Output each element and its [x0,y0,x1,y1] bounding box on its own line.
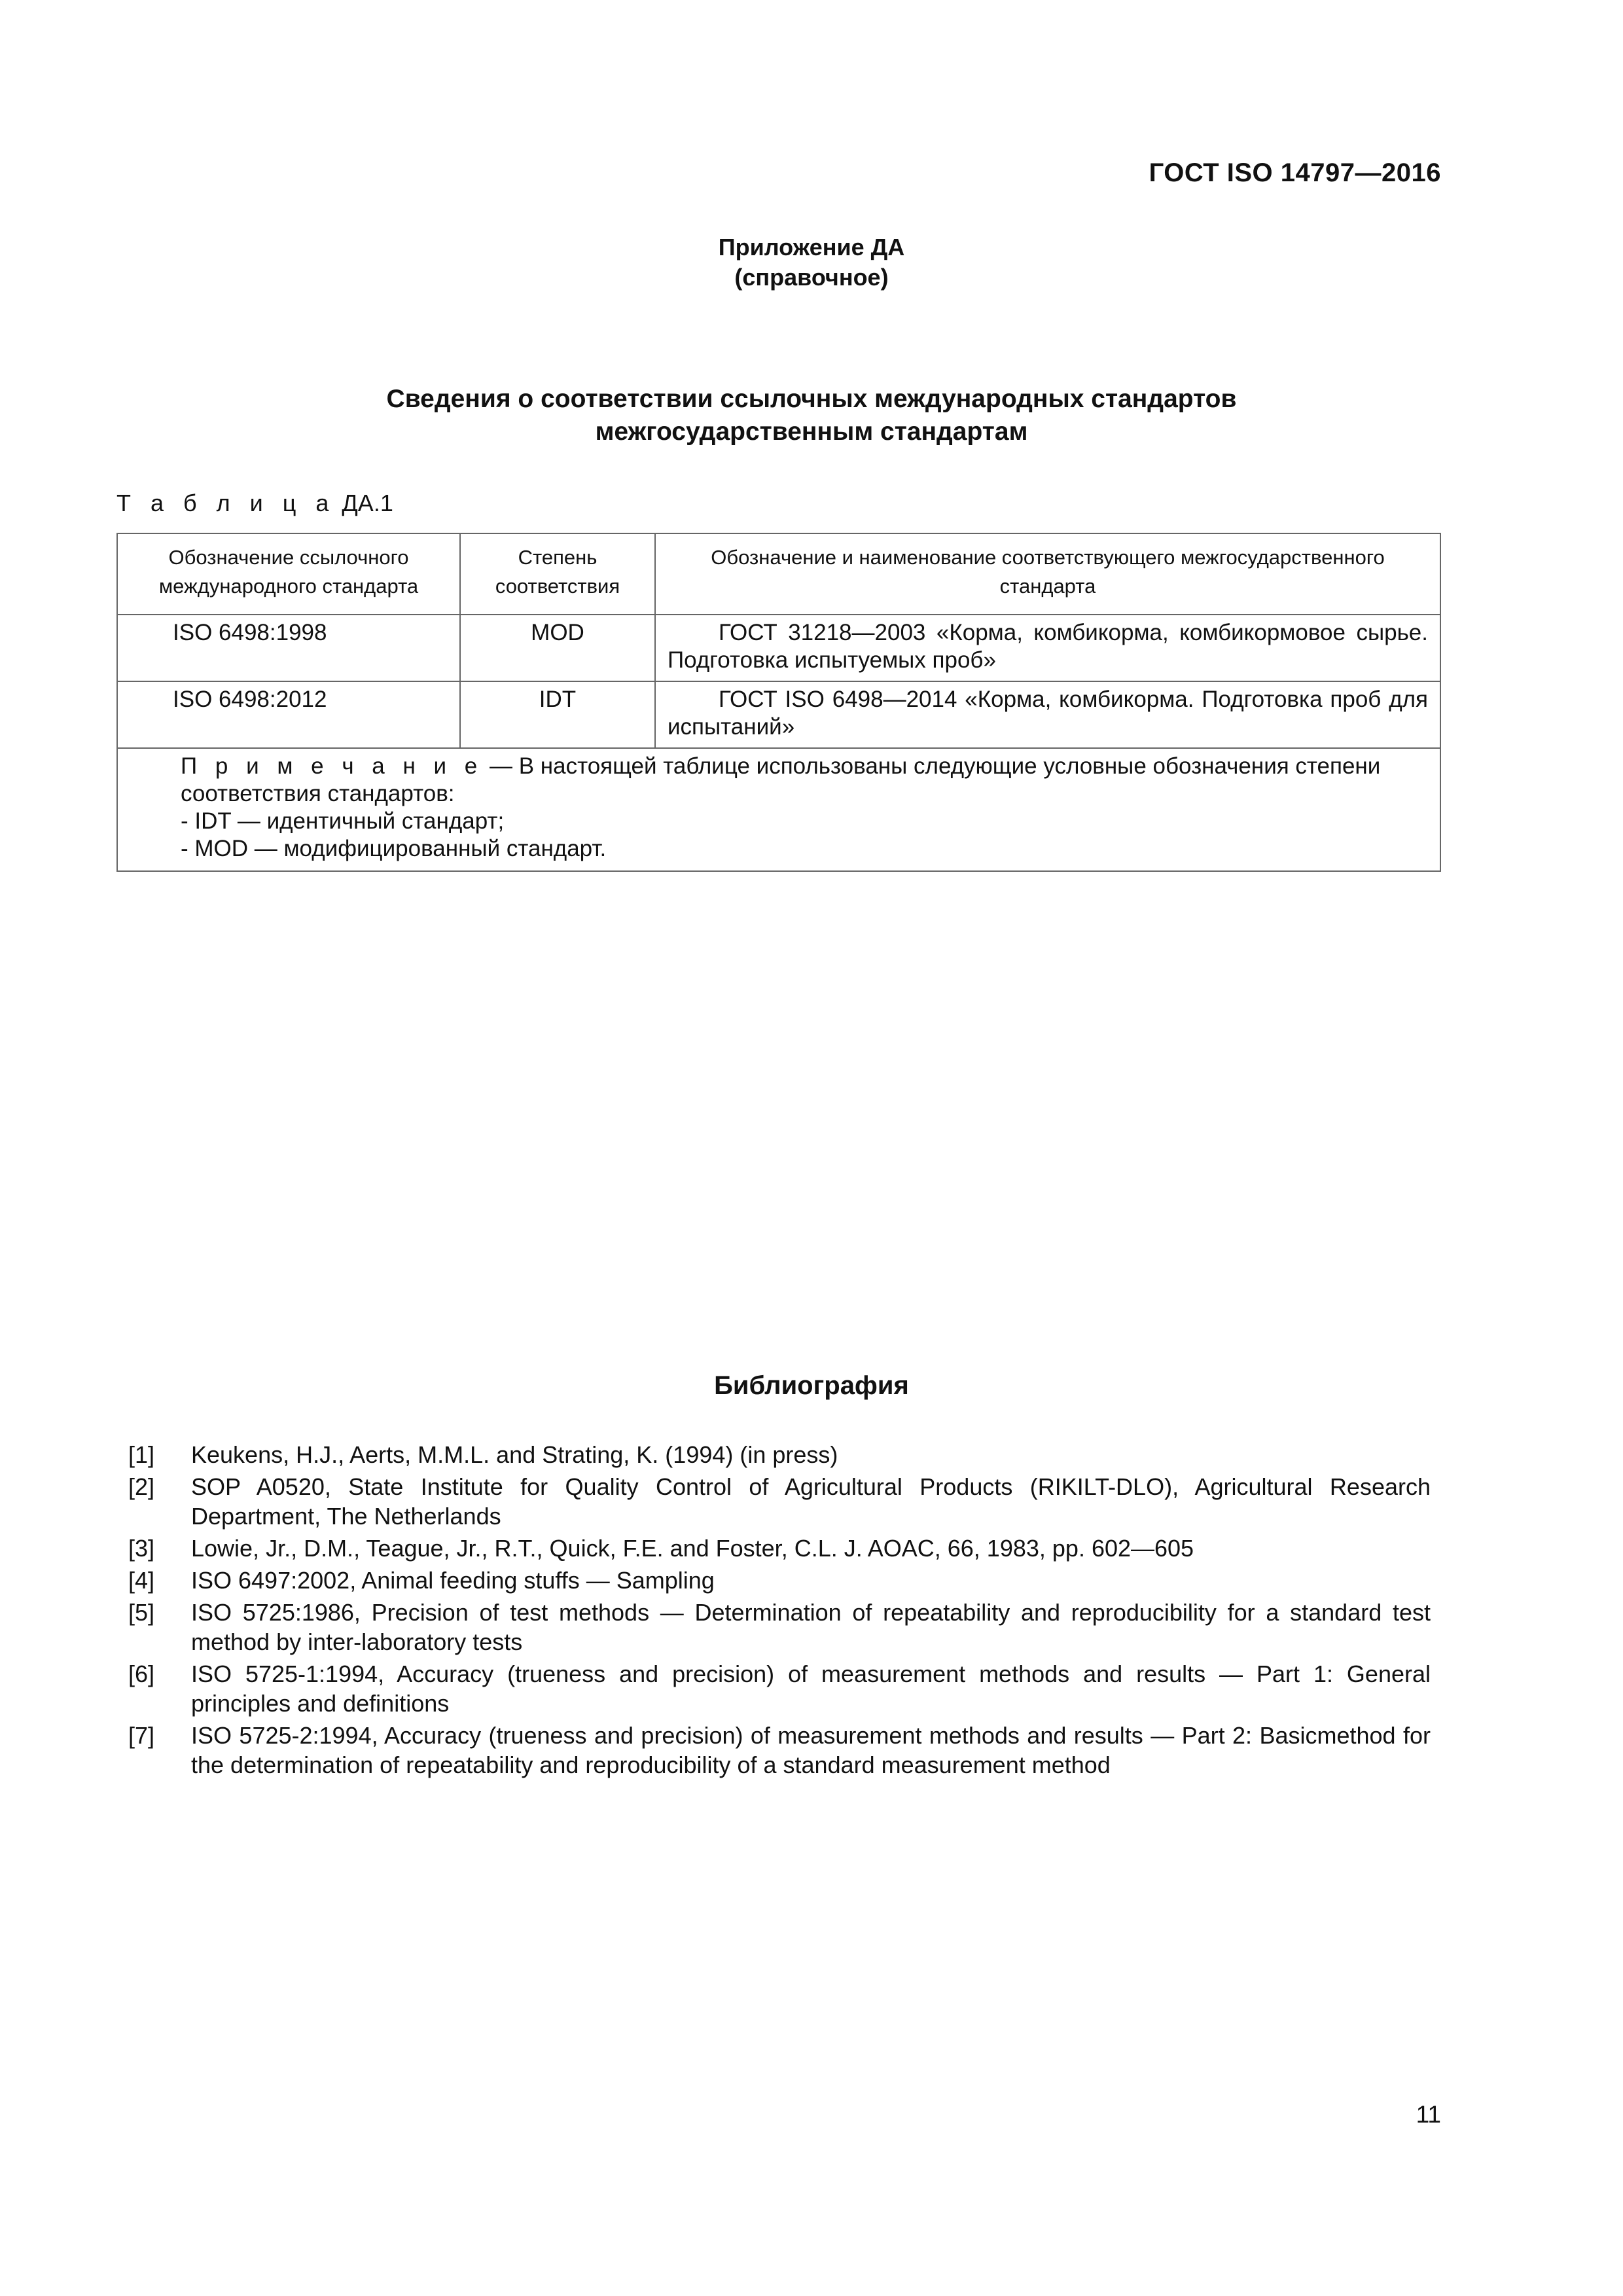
appendix-subtitle: (справочное) [734,264,889,291]
bibliography-item [128,1721,1431,1780]
table-row [117,615,1440,681]
bibliography-number: [3] [128,1535,155,1562]
note-item: - MOD — модифицированный стандарт. [181,836,607,861]
bibliography-list [128,1440,1431,1782]
bibliography-text: Keukens, H.J., Aerts, M.M.L. and Strating, K. (1994) (in press) [191,1441,838,1468]
bibliography-text: ISO 5725-1:1994, Accuracy (trueness and precision) of measurement methods and results — Part 1: General principles and definitions [191,1660,1431,1717]
bibliography-text: ISO 5725:1986, Precision of test methods — Determination of repeatability and reproducibility for a standard test method by inter-laboratory tests [191,1599,1431,1655]
header-degree: Степень соответствия [460,533,655,615]
header-interstate-standard: Обозначение и наименование соответствующего межгосударственного стандарта [655,533,1440,615]
cell-degree: IDT [460,681,655,748]
bibliography-number: [5] [128,1599,155,1626]
note-item: - IDT — идентичный стандарт; [181,808,505,834]
header-reference-standard: Обозначение ссылочного международного стандарта [117,533,460,615]
bibliography-text: Lowie, Jr., D.M., Teague, Jr., R.T., Quick, F.E. and Foster, C.L. J. AOAC, 66, 1983, pp. 602—605 [191,1535,1194,1562]
bibliography-text: SOP A0520, State Institute for Quality Control of Agricultural Products (RIKILT-DLO), Agricultural Research Department, The Netherlands [191,1473,1431,1530]
table-note-row [117,748,1440,871]
document-id: ГОСТ ISO 14797—2016 [1149,158,1441,187]
cell-reference: ISO 6498:2012 [117,681,460,748]
bibliography-number: [4] [128,1567,155,1594]
table-label [116,490,393,517]
bibliography-item [128,1566,1431,1595]
bibliography-text: ISO 5725-2:1994, Accuracy (trueness and precision) of measurement methods and results — Part 2: Basicmethod for the determination of repeatability and reproducibility of a standard measurement method [191,1722,1431,1778]
bibliography-number: [6] [128,1660,155,1687]
note-intro [130,753,1428,808]
table-header-row [117,533,1440,615]
cell-reference: ISO 6498:1998 [117,615,460,681]
bibliography-title: Библиография [714,1371,909,1400]
bibliography-item [128,1598,1431,1657]
bibliography-item [128,1440,1431,1469]
note-head: П р и м е ч а н и е [181,753,484,779]
appendix-heading [0,232,1623,293]
bibliography-item [128,1472,1431,1531]
correspondence-table [116,533,1441,872]
table-note [117,748,1440,871]
cell-standard: ГОСТ ISO 6498—2014 «Корма, комбикорма. Подготовка проб для испытаний» [655,681,1440,748]
section-title-line-1: Сведения о соответствии ссылочных международных стандартов [386,385,1237,413]
cell-degree: MOD [460,615,655,681]
bibliography-item [128,1659,1431,1718]
bibliography-number: [1] [128,1441,155,1468]
note-text: — В настоящей таблице использованы следующие условные обозначения степени соответствия стандартов: [181,753,1381,806]
bibliography-text: ISO 6497:2002, Animal feeding stuffs — Sampling [191,1567,715,1594]
bibliography-number: [7] [128,1722,155,1749]
appendix-title: Приложение ДА [718,234,905,260]
cell-standard: ГОСТ 31218—2003 «Корма, комбикорма, комбикормовое сырье. Подготовка испытуемых проб» [655,615,1440,681]
section-title-line-2: межгосударственным стандартам [595,418,1028,446]
page-number: 11 [1416,2101,1441,2128]
bibliography-number: [2] [128,1473,155,1500]
bibliography-item [128,1534,1431,1563]
section-title [0,383,1623,448]
table-label-id: ДА.1 [342,490,393,516]
table-label-prefix: Т а б л и ц а [116,490,336,516]
table-row [117,681,1440,748]
